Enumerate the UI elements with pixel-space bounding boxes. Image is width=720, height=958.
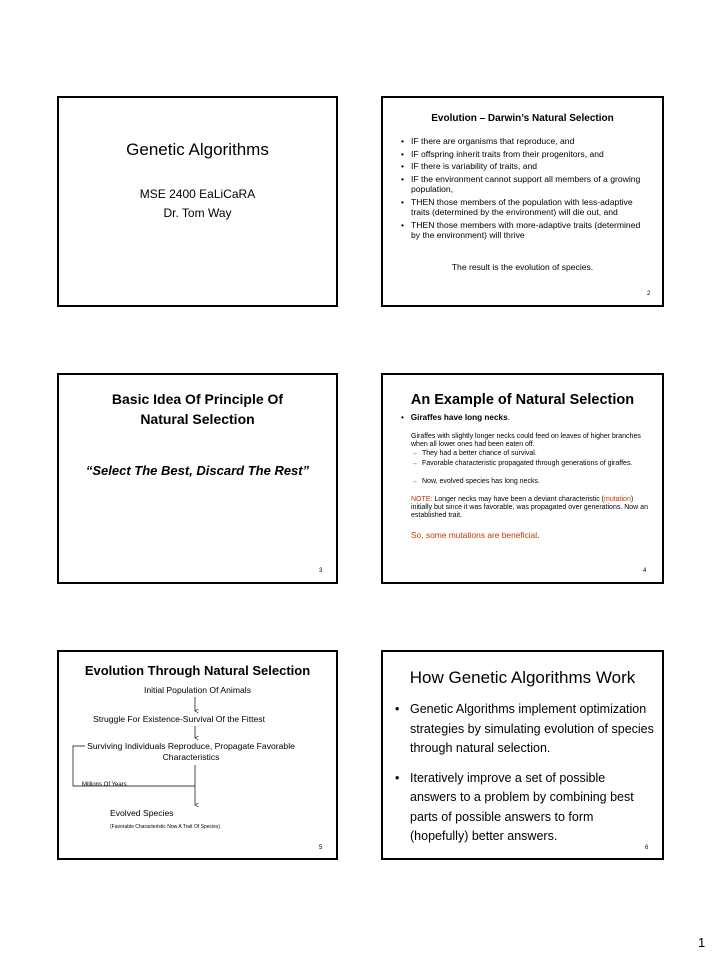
slide-number: 4	[643, 568, 647, 574]
arrow-row: → Favorable characteristic propagated through generations of giraffes.	[411, 460, 633, 467]
note-label: NOTE:	[411, 496, 433, 503]
arrow-row: → Now, evolved species has long necks.	[411, 478, 540, 485]
slide-1-course: MSE 2400 EaLiCaRA	[139, 187, 256, 201]
step-evolved-species: Evolved Species	[110, 808, 174, 818]
slide-4-bullet-text: Giraffes have long necks	[410, 413, 508, 422]
flow-arrows	[59, 652, 336, 858]
slide-number: 3	[319, 568, 323, 574]
slide-4-body: Giraffes with slightly longer necks could feed on leaves of higher branches when all lower ones had been eaten off.	[411, 433, 641, 448]
step-initial-population: Initial Population Of Animals	[143, 685, 251, 695]
arrow-right-icon: →	[411, 460, 418, 467]
slide-3-title-line1: Basic Idea Of Principle Of	[111, 391, 284, 407]
list-item: • IF the environment cannot support all members of a growing population,	[401, 173, 641, 194]
bullet-icon: •	[395, 702, 400, 716]
slide-2-result: The result is the evolution of species.	[451, 262, 594, 272]
slide-1-title: Genetic Algorithms	[126, 140, 269, 159]
list-item: • IF there is variability of traits, and	[401, 161, 538, 171]
slide-5	[57, 650, 338, 860]
list-item: • Genetic Algorithms implement optimization strategies by simulating evolution of species through natural selection.	[395, 702, 654, 755]
slide-4-title: An Example of Natural Selection	[410, 392, 635, 408]
list-item: • IF there are organisms that reproduce, and	[401, 136, 575, 146]
bullet-icon: •	[395, 770, 400, 785]
slide-6-title: How Genetic Algorithms Work	[409, 668, 636, 687]
slide-1-author: Dr. Tom Way	[163, 206, 232, 220]
slide-1	[57, 96, 338, 307]
arrow-row: → They had a better chance of survival.	[411, 450, 537, 457]
bullet-icon: •	[401, 173, 405, 184]
step-struggle: Struggle For Existence-Survival Of the Fittest	[93, 714, 265, 724]
list-item: • THEN those members of the population with less-adaptive traits (determined by the environment) will die out, and	[401, 196, 633, 217]
slide-4	[381, 373, 664, 584]
page-number: 1	[698, 935, 706, 950]
slide-4-conclusion: So, some mutations are beneficial.	[411, 530, 540, 540]
arrow-right-icon: →	[411, 450, 418, 457]
list-item: • THEN those members with more-adaptive traits (determined by the environment) will thrive	[401, 219, 641, 240]
slide-number: 6	[645, 845, 649, 851]
slide-number: 5	[319, 845, 323, 851]
slide-4-bullet: • Giraffes have long necks.	[401, 413, 510, 422]
bullet-icon: •	[401, 219, 405, 230]
step-evolved-note: (Favorable Characteristic Now A Trait Of Species)	[110, 824, 221, 830]
bullet-icon: •	[401, 196, 405, 207]
slide-3-title	[59, 389, 336, 429]
bullet-icon: •	[401, 136, 405, 146]
slide-2-bullet-list	[401, 136, 646, 243]
step-reproduce: Surviving Individuals Reproduce, Propagate Favorable Characteristics	[87, 741, 295, 762]
slide-2	[381, 96, 664, 307]
list-item: • Iteratively improve a set of possible answers to a problem by combining best parts of possible answers to form (hopefully) better answers.	[395, 770, 634, 843]
slide-6-bullet-list	[395, 700, 655, 857]
slide-5-title: Evolution Through Natural Selection	[84, 663, 311, 678]
slide-6	[381, 650, 664, 860]
bullet-icon: •	[401, 148, 405, 159]
bullet-icon: •	[401, 161, 405, 171]
arrow-right-icon: →	[411, 478, 418, 485]
slide-3	[57, 373, 338, 584]
slide-3-quote: “Select The Best, Discard The Rest”	[85, 463, 310, 478]
loop-line	[73, 746, 195, 786]
mutation-word: mutation	[604, 496, 631, 503]
slide-2-title: Evolution – Darwin’s Natural Selection	[431, 113, 614, 124]
loop-label: Millions Of Years	[82, 782, 127, 788]
list-item: • IF offspring inherit traits from their progenitors, and	[401, 148, 604, 159]
bullet-icon: •	[401, 413, 404, 422]
slide-number: 2	[647, 291, 651, 297]
slide-3-title-line2: Natural Selection	[140, 411, 255, 427]
slide-4-note: NOTE: Longer necks may have been a deviant characteristic (mutation) initially but since it was favorable, was propagated over generations. Now an established trait.	[411, 496, 648, 519]
